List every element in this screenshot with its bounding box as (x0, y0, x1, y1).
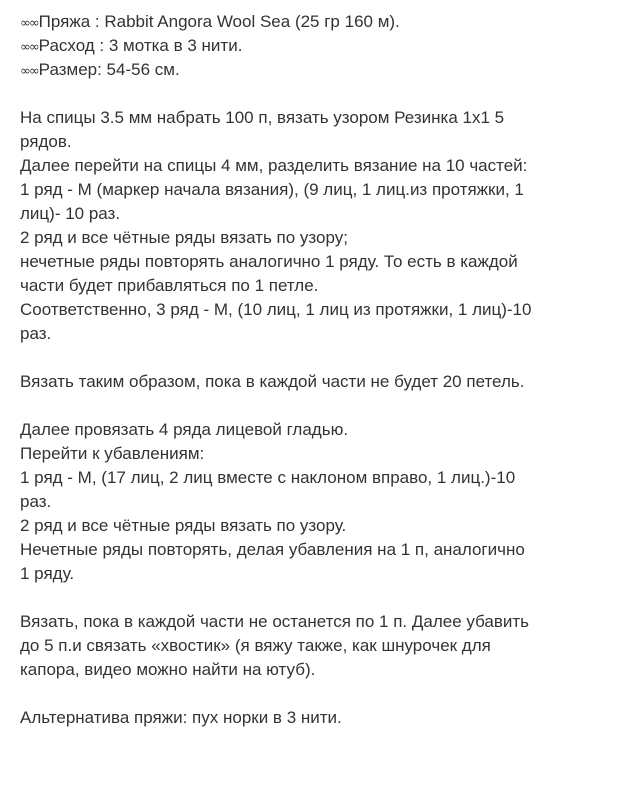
text-line: 1 ряд - М (маркер начала вязания), (9 лиц, 1 лиц.из протяжки, 1 (20, 180, 524, 199)
paragraph-gap (20, 586, 620, 610)
text-line: Перейти к убавлениям: (20, 444, 205, 463)
yarn-text: Пряжа : Rabbit Angora Wool Sea (25 гр 160 м). (38, 12, 400, 31)
consumption-line (20, 34, 620, 58)
text-line: Вязать таким образом, пока в каждой части не будет 20 петель. (20, 372, 525, 391)
text-line: Альтернатива пряжи: пух норки в 3 нити. (20, 708, 342, 727)
infinity-bullet-icon: ∞∞ (20, 64, 38, 79)
text-line: Нечетные ряды повторять, делая убавления на 1 п, аналогично (20, 540, 525, 559)
text-line: до 5 п.и связать «хвостик» (я вяжу также, как шнурочек для (20, 636, 491, 655)
text-line: Далее перейти на спицы 4 мм, разделить вязание на 10 частей: (20, 156, 528, 175)
size-text: Размер: 54-56 см. (38, 60, 180, 79)
text-line: раз. (20, 492, 52, 511)
yarn-line (20, 10, 620, 34)
text-line: Далее провязать 4 ряда лицевой гладью. (20, 420, 349, 439)
text-line: рядов. (20, 132, 72, 151)
paragraph-gap (20, 394, 620, 418)
consumption-text: Расход : 3 мотка в 3 нити. (38, 36, 243, 55)
text-line: 1 ряду. (20, 564, 75, 583)
text-line: части будет прибавляться по 1 петле. (20, 276, 319, 295)
text-line: нечетные ряды повторять аналогично 1 ряду. То есть в каждой (20, 252, 518, 271)
text-line: лиц)- 10 раз. (20, 204, 121, 223)
document-text (20, 10, 620, 730)
text-line: Вязать, пока в каждой части не останется по 1 п. Далее убавить (20, 612, 530, 631)
paragraph-gap (20, 682, 620, 706)
text-line: На спицы 3.5 мм набрать 100 п, вязать узором Резинка 1х1 5 (20, 108, 505, 127)
infinity-bullet-icon: ∞∞ (20, 16, 38, 31)
text-line: Соответственно, 3 ряд - М, (10 лиц, 1 лиц из протяжки, 1 лиц)-10 (20, 300, 532, 319)
size-line (20, 58, 620, 82)
text-line: 1 ряд - М, (17 лиц, 2 лиц вместе с наклоном вправо, 1 лиц.)-10 (20, 468, 516, 487)
text-line: раз. (20, 324, 52, 343)
paragraph-gap (20, 82, 620, 106)
paragraph-gap (20, 346, 620, 370)
text-line: капора, видео можно найти на ютуб). (20, 660, 316, 679)
text-line: 2 ряд и все чётные ряды вязать по узору. (20, 516, 347, 535)
text-line: 2 ряд и все чётные ряды вязать по узору; (20, 228, 348, 247)
infinity-bullet-icon: ∞∞ (20, 40, 38, 55)
